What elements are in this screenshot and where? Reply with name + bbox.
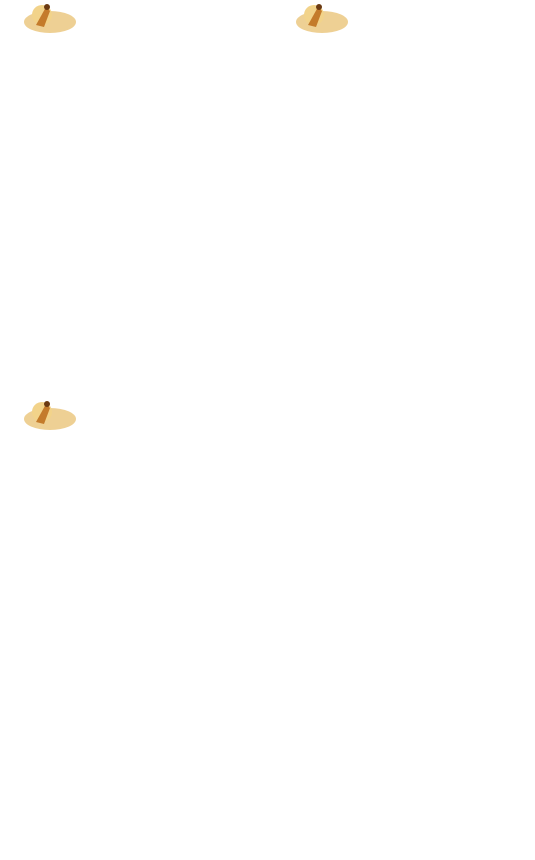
rebas-logo [294, 1, 374, 35]
rebas-logo [22, 1, 102, 35]
rebas-logo [22, 398, 102, 432]
